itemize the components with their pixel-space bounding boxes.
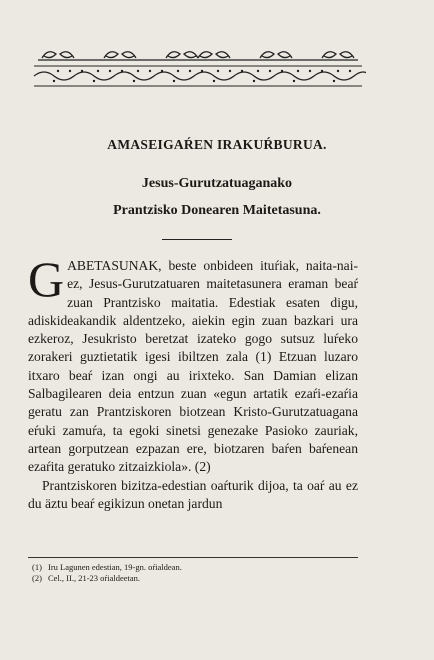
footnotes — [32, 562, 182, 583]
title-divider — [162, 239, 232, 240]
footnote-1-text: Iru Lagunen edestian, 19-gn. oŕialdean. — [48, 562, 182, 572]
drop-cap: G — [28, 251, 65, 307]
footnote-1-marker: (1) — [32, 562, 42, 572]
subtitle-line-2: Prantzisko Donearen Maitetasuna. — [113, 203, 321, 218]
footnote-2-text: Cel., II., 21-23 oŕialdeetan. — [48, 572, 141, 583]
decorative-ornament-band — [30, 34, 366, 94]
paragraph-1 — [28, 251, 358, 477]
body-text — [28, 251, 358, 513]
footnote-divider — [28, 557, 358, 558]
footnote-2-marker: (2) — [32, 572, 42, 583]
paragraph-1-text: ABETASUNAK, beste onbideen ituŕiak, naita-nai-ez, Jesus-Gurutzatuaren maitetasunera eraman beaŕ zuan Prantzisko maitatia. Edestiak esaten digu, adiskideakandik aldentzeko, aiekin egin zuan bazkari ura ezkeroz, Jesukristo beretzat izateko gogo sutsuz luŕeko zorakeri guztietatik igesi ibiltzen zala (1) Etzuan luzaro itxaro beaŕ izan ongi au irixteko. San Damian elizan Salbagilearen deia entzun zuan «egun artatik ezaŕi-ezaŕia geratu zan Prantziskoren biotzean Kristo-Gurutzatuagana eŕuki zamuŕa, ta egoki sinetsi genezake Pasioko zauriak, artean gorputzean ezpazan ere, biotzaren baŕen baŕenean ezaŕita geratuko zitzaizkiola». (2) — [28, 258, 358, 475]
chapter-title: AMASEIGAŔEN IRAKUŔBURUA. — [107, 137, 327, 152]
paragraph-2: Prantziskoren bizitza-edestian oaŕturik dijoa, ta oaŕ au ez du äztu beaŕ egikizun onetan jardun — [28, 477, 358, 511]
footnote-2 — [32, 573, 182, 584]
subtitle-line-1: Jesus-Gurutzatuaganako — [141, 176, 293, 191]
footnote-1 — [32, 562, 182, 573]
